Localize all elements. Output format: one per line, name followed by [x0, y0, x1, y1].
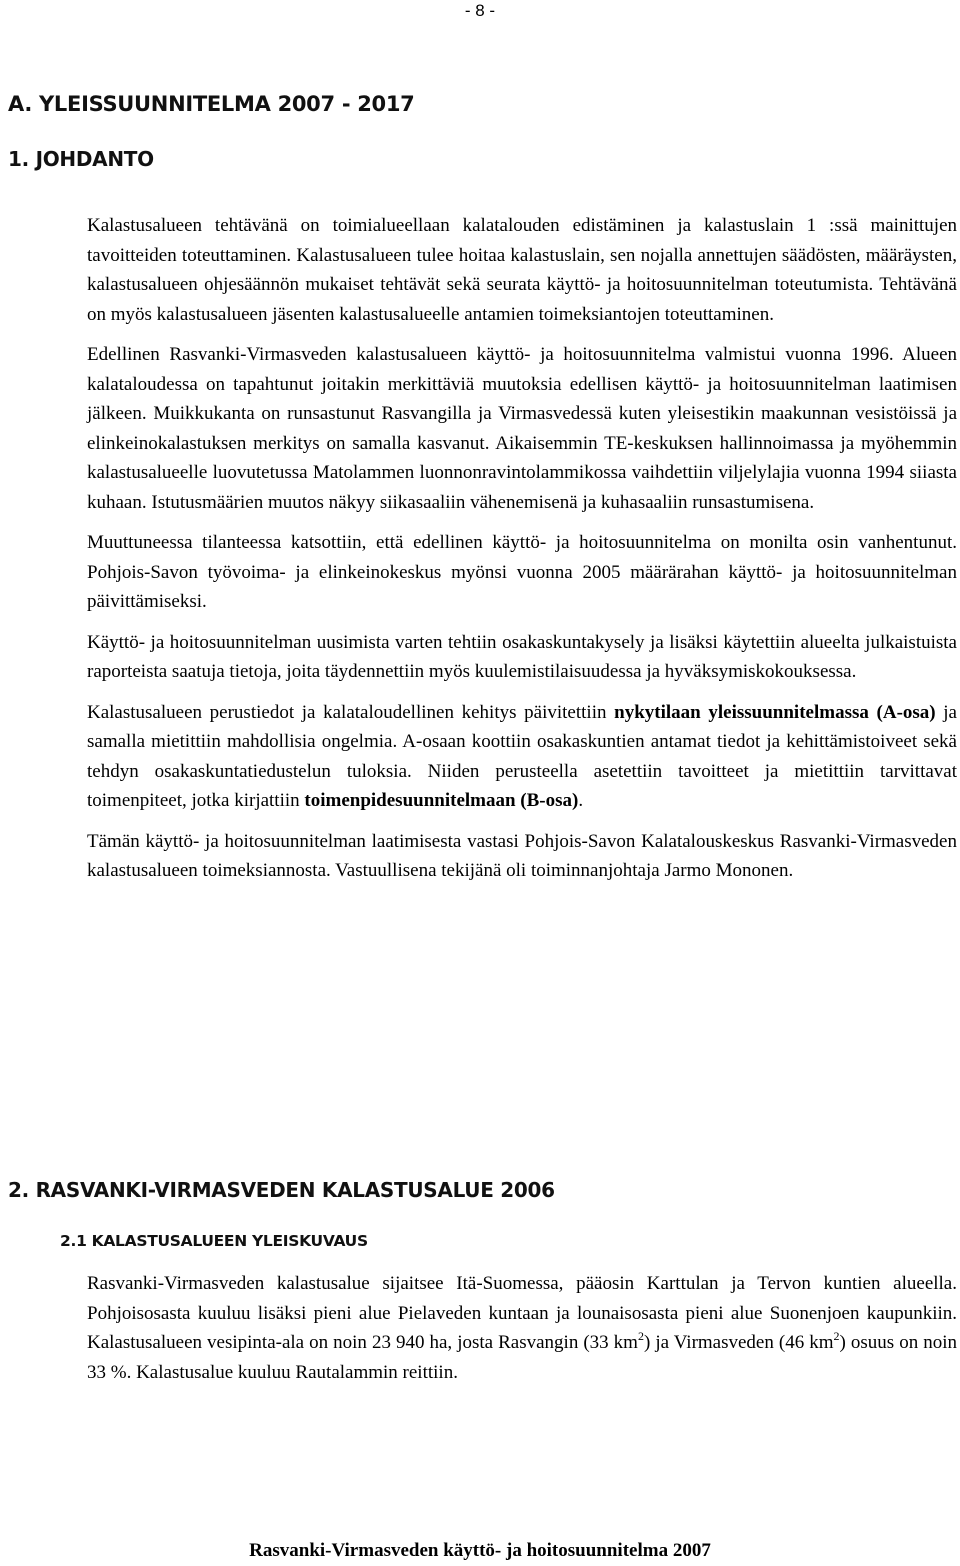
section-2-heading: 2. RASVANKI-VIRMASVEDEN KALASTUSALUE 2006	[8, 1178, 555, 1202]
text-segment: .	[578, 790, 584, 811]
text-segment: ) osuus on noin 33 %. Kalastusalue kuuluu Rautalammin reittiin.	[87, 1332, 957, 1383]
section-2-1-body	[87, 1269, 957, 1398]
page-footer: Rasvanki-Virmasveden käyttö- ja hoitosuunnitelma 2007	[249, 1540, 711, 1561]
intro-paragraph-6: Tämän käyttö- ja hoitosuunnitelman laatimisesta vastasi Pohjois-Savon Kalatalouskeskus Rasvanki-Virmasveden kalastusalueen toimeksiannosta. Vastuullisena tekijänä oli toiminnanjohtaja Jarmo Mononen.	[87, 830, 957, 881]
section-2-1-heading: 2.1 KALASTUSALUEEN YLEISKUVAUS	[60, 1232, 368, 1250]
intro-paragraph-2: Edellinen Rasvanki-Virmasveden kalastusalueen käyttö- ja hoitosuunnitelma valmistui vuonna 1996. Alueen kalataloudessa on tapahtunut joitakin merkittäviä muutoksia edellisen käyttö- ja hoitosuunnitelman laatimisen jälkeen. Muikkukanta on runsastunut Rasvangilla ja Virmasvedessä kuten yleisestikin maakunnan vesistöissä ja elinkeinokalastuksen merkitys on samalla kasvanut. Aikaisemmin TE-keskuksen hallinnoimassa ja myöhemmin kalastusalueelle luovutetussa Matolammen luonnonravintolammikossa vaihdettiin viljelylajia vuonna 1994 siiasta kuhaan. Istutusmäärien muutos näkyy siikasaaliin vähenemisenä ja kuhasaaliin runsastumisena.	[87, 344, 957, 513]
intro-section	[87, 211, 957, 897]
main-heading: A. YLEISSUUNNITELMA 2007 - 2017	[8, 92, 415, 116]
intro-paragraph-3: Muuttuneessa tilanteessa katsottiin, että edellinen käyttö- ja hoitosuunnitelma on monilta osin vanhentunut. Pohjois-Savon työvoima- ja elinkeinokeskus myönsi vuonna 2005 määrärahan käyttö- ja hoitosuunnitelman päivittämiseksi.	[87, 532, 957, 612]
text-segment: Rasvanki-Virmasveden kalastusalue sijaitsee Itä-Suomessa, pääosin Karttulan ja Tervon kuntien alueella. Pohjoisosasta kuuluu lisäksi pieni alue Pielaveden kuntaan ja lounaisosasta pieni alue Suonenjoen kaupunkiin. Kalastusalueen vesipinta-ala on noin 23 940 ha, josta Rasvangin (33 km	[87, 1273, 957, 1353]
text-segment: ja samalla mietittiin mahdollisia ongelmia. A-osaan koottiin osakaskuntien antamat tiedot ja kehittämistoiveet sekä tehdyn osakaskuntatiedustelun tuloksia. Niiden perusteella asetettiin tavoitteet ja mietittiin tarvittavat toimenpiteet, jotka kirjattiin	[87, 701, 957, 811]
intro-paragraph-5	[87, 698, 957, 816]
bold-term-b-osa: toimenpidesuunnitelmaan (B-osa)	[304, 790, 579, 811]
bold-term-a-osa: nykytilaan yleissuunnitelmassa (A-osa)	[614, 701, 936, 723]
superscript: 2	[637, 1329, 644, 1343]
intro-paragraph-1: Kalastusalueen tehtävänä on toimialueellaan kalatalouden edistäminen ja kalastuslain 1 :ssä mainittujen tavoitteiden toteuttaminen. Kalastusalueen tulee hoitaa kalastuslain, sen nojalla annettujen säädösten, määräysten, kalastusalueen ohjesäännön mukaiset tehtävät sekä seurata käyttö- ja hoitosuunnitelman toteutumista. Tehtävänä on myös kalastusalueen jäsenten kalastusalueelle antamien toimeksiantojen toteuttaminen.	[87, 215, 957, 325]
text-segment: ) ja Virmasveden (46 km	[643, 1332, 834, 1353]
section-2-1-paragraph	[87, 1269, 957, 1387]
text-segment: Kalastusalueen perustiedot ja kalataloudellinen kehitys päivitettiin	[87, 701, 615, 723]
intro-paragraph-4: Käyttö- ja hoitosuunnitelman uusimista varten tehtiin osakaskuntakysely ja lisäksi käytettiin alueelta julkaistuista raporteista saatuja tietoja, joita täydennettiin myös kuulemistilaisuudessa ja hyväksymiskokouksessa.	[87, 631, 957, 682]
page-number: - 8 -	[464, 1, 496, 20]
superscript: 2	[833, 1329, 840, 1343]
intro-heading: 1. JOHDANTO	[8, 147, 154, 171]
